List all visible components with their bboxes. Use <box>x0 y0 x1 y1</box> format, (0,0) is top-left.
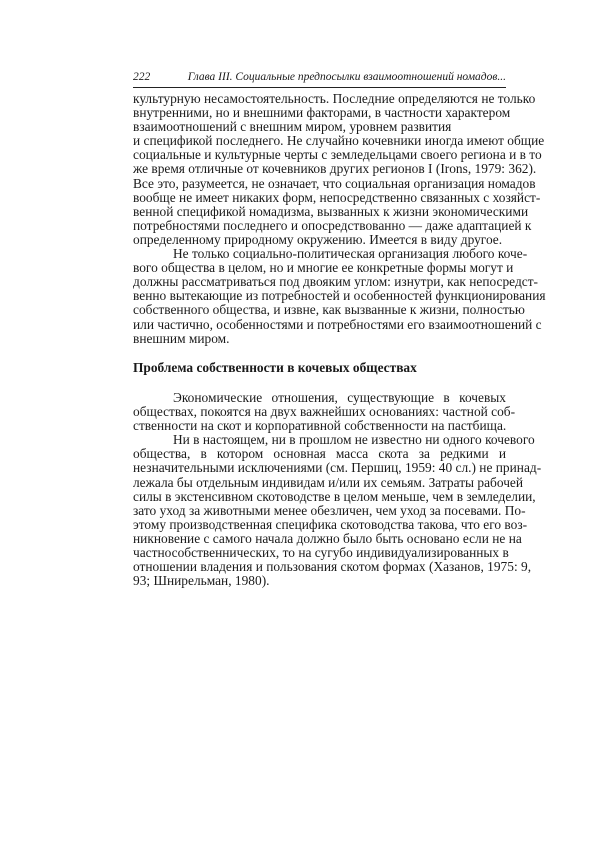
paragraph <box>133 246 546 346</box>
text-line: культурную несамостоятельность. Последние определяются не только <box>133 91 536 106</box>
text-line: определенному природному окружению. Имеется в виду другое. <box>133 231 503 247</box>
text-line: зато уход за животными менее обезличен, чем уход за посевами. По- <box>133 502 526 518</box>
body-text-section-2 <box>133 390 542 589</box>
text-line: отношении владения и пользования скотом формах (Хазанов, 1975: 9, <box>133 559 532 575</box>
text-line: ственности на скот и корпоративной собственности на пастбища. <box>133 418 507 434</box>
text-line: же время отличные от кочевников других регионов I (Irons, 1979: 362). <box>133 161 537 177</box>
text-line: лежала бы отдельным индивидам и/или их семьям. Затраты рабочей <box>133 474 524 490</box>
text-line: вого общества в целом, но и многие ее конкретные формы могут и <box>133 260 514 276</box>
running-header <box>133 70 506 88</box>
paragraph <box>133 133 545 247</box>
text-line: Ни в настоящем, ни в прошлом не известно ни одного кочевого <box>173 432 535 448</box>
text-line: Экономические отношения, существующие в кочевых <box>173 390 506 405</box>
section-heading: Проблема собственности в кочевых обществах <box>133 360 417 375</box>
text-line: 93; Шнирельман, 1980). <box>133 573 270 589</box>
text-line: Не только социально-политическая организация любого коче- <box>173 246 528 262</box>
text-line: должны рассматриваться под двояким углом: изнутри, как непосредст- <box>133 274 539 290</box>
text-line: общества, в котором основная масса скота за редкими и <box>133 446 506 462</box>
text-line: собственного общества, и извне, как вызванные к жизни, полностью <box>133 302 525 318</box>
text-line: потребностями последнего и опосредствованно — даже адаптацией к <box>133 217 532 233</box>
text-line: социальные и культурные черты с земледельцами своего региона и в то <box>133 147 542 163</box>
text-line: венной спецификой номадизма, вызванных к жизни экономическими <box>133 203 529 219</box>
text-line: этому производственная специфика скотоводства такова, что его воз- <box>133 516 528 532</box>
text-line: силы в экстенсивном скотоводстве в целом меньше, чем в земледелии, <box>133 488 536 504</box>
text-line: никновение с самого начала должно было быть основано если не на <box>133 530 522 546</box>
text-line: и спецификой последнего. Не случайно кочевники иногда имеют общие <box>133 133 545 149</box>
text-line: венно вытекающие из потребностей и особенностей функционирования <box>133 288 546 304</box>
text-line: взаимоотношений с внешним миром, уровнем развития <box>133 119 452 135</box>
running-title: Глава III. Социальные предпосылки взаимоотношений номадов... <box>187 71 506 83</box>
text-line: внутренними, но и внешними факторами, в частности характером <box>133 105 511 121</box>
text-line: обществах, покоятся на двух важнейших основаниях: частной соб- <box>133 404 516 420</box>
page-number: 222 <box>133 71 151 83</box>
text-line: вообще не имеет никаких форм, непосредственно связанных с хозяйст- <box>133 189 541 205</box>
text-line: незначительными исключениями (см. Першиц, 1959: 40 сл.) не принад- <box>133 460 542 476</box>
text-line: частнособственнических, то на сугубо индивидуализированных в <box>133 545 509 561</box>
paragraph <box>133 91 536 135</box>
body-text-section-1 <box>133 91 546 346</box>
text-line: Все это, разумеется, не означает, что социальная организация номадов <box>133 175 536 191</box>
paragraph <box>133 432 542 589</box>
paragraph <box>133 390 516 434</box>
text-line: или частично, особенностями и потребностями его взаимоотношений с <box>133 316 542 332</box>
text-line: внешним миром. <box>133 330 230 346</box>
